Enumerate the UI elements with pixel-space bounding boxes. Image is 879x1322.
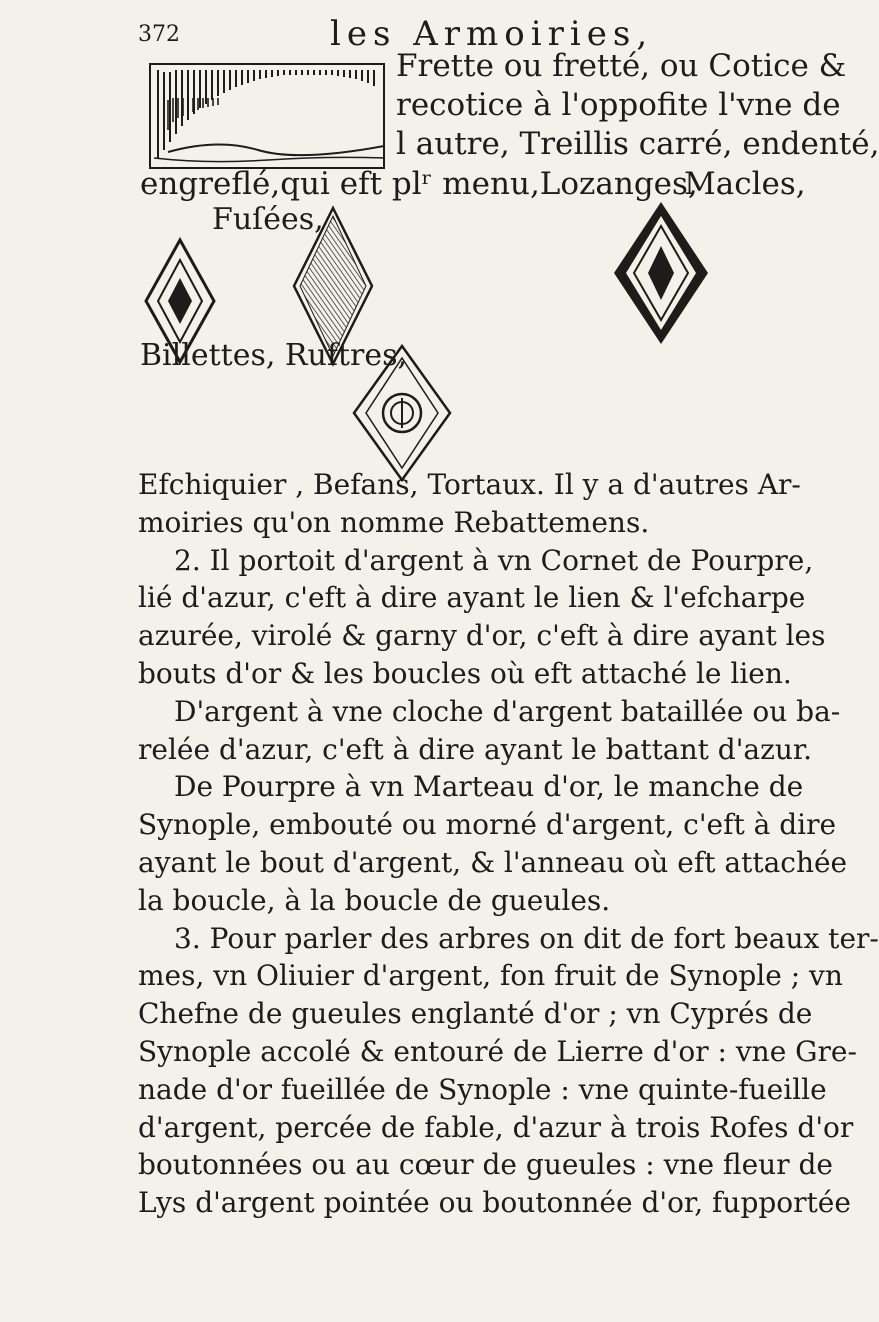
fret-figure-icon (148, 60, 388, 172)
body-text (138, 466, 879, 1222)
label-fusees: Fuſées, (212, 202, 324, 237)
text-line: azurée, virolé & garny d'or, c'eft à dire ayant les (138, 619, 826, 653)
text-line: 3. Pour parler des arbres on dit de fort beaux ter- (174, 921, 879, 955)
rustre-icon (352, 344, 452, 482)
text-line: d'argent, percée de fable, d'azur à trois Rofes d'or (138, 1110, 854, 1144)
mascle-icon (612, 200, 710, 346)
text-line: Efchiquier , Befans, Tortaux. Il y a d'autres Ar- (138, 468, 801, 501)
text-line: D'argent à vne cloche d'argent bataillée ou ba- (174, 694, 841, 728)
running-title: les Armoiries, (330, 14, 654, 54)
text-line: l autre, Treillis carré, endenté, (396, 126, 879, 162)
text-line: Synople accolé & entouré de Lierre d'or : vne Gre- (138, 1034, 857, 1068)
text-line: Synople, embouté ou morné d'argent, c'eft à dire (138, 808, 837, 842)
text-line: Chefne de gueules englanté d'or ; vn Cyprés de (138, 997, 813, 1031)
text-line: relée d'azur, c'eft à dire ayant le battant d'azur. (138, 732, 813, 766)
text-line: moiries qu'on nomme Rebattemens. (138, 505, 650, 539)
text-line: engreflé,qui eft plʳ menu,Lozanges, (140, 166, 698, 202)
text-line: Macles, (684, 166, 806, 202)
label-billettes: Billettes, Ruftres, (140, 338, 408, 373)
text-line: recotice à l'oppofite l'vne de (396, 87, 841, 123)
text-line: ayant le bout d'argent, & l'anneau où eft attachée (138, 845, 848, 879)
text-line: 2. Il portoit d'argent à vn Cornet de Pourpre, (174, 543, 814, 577)
text-line: bouts d'or & les boucles où eft attaché le lien. (138, 656, 792, 690)
text-line: mes, vn Oliuier d'argent, fon fruit de Synople ; vn (138, 959, 843, 993)
text-line: lié d'azur, c'eft à dire ayant le lien & l'efcharpe (138, 581, 806, 615)
text-line: nade d'or fueillée de Synople : vne quinte-fueille (138, 1072, 827, 1106)
text-line: la boucle, à la boucle de gueules. (138, 883, 611, 917)
text-line: De Pourpre à vn Marteau d'or, le manche de (174, 770, 804, 804)
page-number: 372 (138, 22, 180, 47)
text-line: Lys d'argent pointée ou boutonnée d'or, fupportée (138, 1186, 851, 1220)
text-line: boutonnées ou au cœur de gueules : vne fleur de (138, 1148, 833, 1182)
text-line: Frette ou fretté, ou Cotice & (396, 48, 847, 84)
